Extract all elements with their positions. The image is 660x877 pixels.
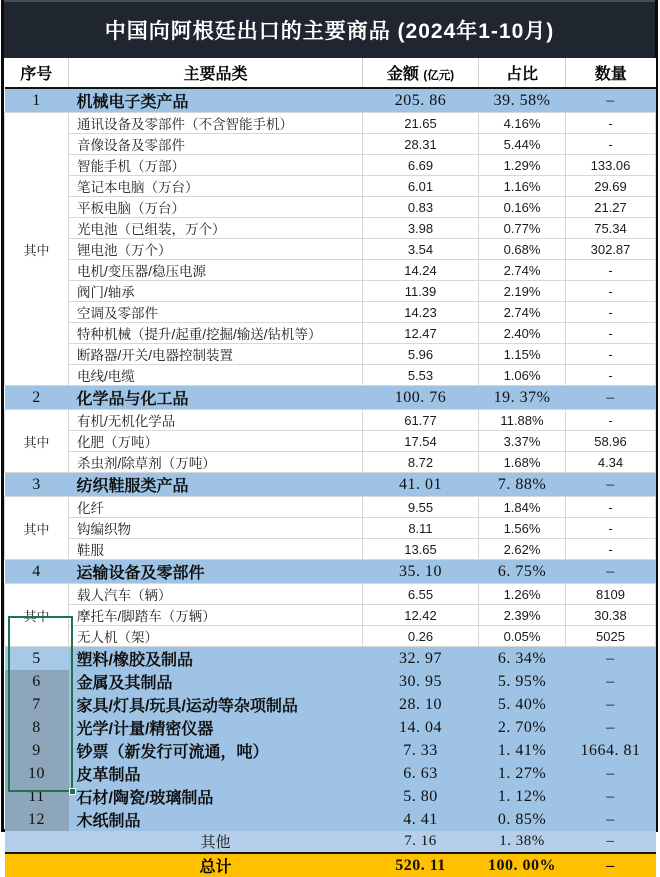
share-cell[interactable]: 0.16% [479,197,566,218]
table-row [5,670,656,693]
seq-cell[interactable]: 10 [5,762,69,785]
category-cell[interactable]: 智能手机（万部） [69,155,363,176]
qty-cell[interactable]: 302.87 [566,239,656,260]
amount-cell[interactable]: 0.83 [363,197,479,218]
qty-cell[interactable]: 75.34 [566,218,656,239]
category-cell[interactable]: 有机/无机化学品 [69,410,363,431]
amount-cell[interactable]: 21.65 [363,113,479,134]
amount-cell[interactable]: 4. 41 [363,808,479,831]
table-row [5,739,656,762]
qty-cell[interactable]: - [566,344,656,365]
table-row [5,452,656,473]
seq-cell[interactable]: 1 [5,88,69,113]
amount-cell[interactable]: 8.72 [363,452,479,473]
seq-cell[interactable]: 3 [5,473,69,497]
share-cell[interactable]: 2.74% [479,302,566,323]
qty-cell[interactable]: 5025 [566,626,656,647]
qty-cell[interactable]: - [566,539,656,560]
amount-cell[interactable]: 205. 86 [363,88,479,113]
amount-cell[interactable]: 30. 95 [363,670,479,693]
qizhong-merged-cell[interactable]: 其中 [5,410,69,473]
category-cell[interactable]: 木纸制品 [69,808,363,831]
category-cell[interactable]: 载人汽车（辆） [69,584,363,605]
table-row [5,134,656,155]
share-cell[interactable]: 2.74% [479,260,566,281]
selection-fill-handle[interactable] [69,788,76,795]
seq-cell[interactable] [5,853,69,877]
qty-cell[interactable]: – [566,853,656,877]
qty-cell[interactable]: 30.38 [566,605,656,626]
category-cell[interactable]: 光电池（已组装，万个） [69,218,363,239]
amount-cell[interactable]: 520. 11 [363,853,479,877]
qty-cell[interactable]: – [566,560,656,584]
share-cell[interactable]: 6. 34% [479,647,566,671]
category-cell[interactable]: 锂电池（万个） [69,239,363,260]
category-cell[interactable]: 电线/电缆 [69,365,363,386]
share-cell[interactable]: 1.56% [479,518,566,539]
table-row [5,344,656,365]
share-cell[interactable]: 0.77% [479,218,566,239]
qty-cell[interactable]: 21.27 [566,197,656,218]
seq-cell[interactable] [5,831,69,853]
table-row [5,497,656,518]
amount-cell[interactable]: 12.42 [363,605,479,626]
category-cell[interactable]: 空调及零部件 [69,302,363,323]
category-cell[interactable]: 杀虫剂/除草剂（万吨） [69,452,363,473]
table-row [5,473,656,497]
share-cell[interactable]: 7. 88% [479,473,566,497]
qty-cell[interactable]: - [566,323,656,344]
table-row [5,323,656,344]
qty-cell[interactable]: - [566,281,656,302]
share-cell[interactable]: 5. 40% [479,693,566,716]
category-cell[interactable]: 无人机（架） [69,626,363,647]
share-cell[interactable]: 5.44% [479,134,566,155]
share-cell[interactable]: 1. 12% [479,785,566,808]
amount-cell[interactable]: 6. 63 [363,762,479,785]
share-cell[interactable]: 2.19% [479,281,566,302]
table-row [5,365,656,386]
amount-cell[interactable]: 41. 01 [363,473,479,497]
amount-cell[interactable]: 6.01 [363,176,479,197]
table-row [5,431,656,452]
qty-cell[interactable]: – [566,785,656,808]
amount-cell[interactable]: 12.47 [363,323,479,344]
table-row [5,831,656,853]
category-cell[interactable]: 鞋服 [69,539,363,560]
category-cell[interactable]: 光学/计量/精密仪器 [69,716,363,739]
col-header-category[interactable]: 主要品类 [69,58,363,88]
amount-cell[interactable]: 7. 16 [363,831,479,853]
amount-cell[interactable]: 3.98 [363,218,479,239]
share-cell[interactable]: 1.29% [479,155,566,176]
amount-cell[interactable]: 13.65 [363,539,479,560]
table-row [5,302,656,323]
share-cell[interactable]: 2.40% [479,323,566,344]
category-cell[interactable]: 金属及其制品 [69,670,363,693]
amount-cell[interactable]: 11.39 [363,281,479,302]
category-cell[interactable]: 化学品与化工品 [69,386,363,410]
amount-cell[interactable]: 7. 33 [363,739,479,762]
amount-cell[interactable]: 6.55 [363,584,479,605]
category-cell[interactable]: 纺织鞋服类产品 [69,473,363,497]
table-row [5,785,656,808]
category-cell[interactable]: 钩编织物 [69,518,363,539]
category-cell[interactable]: 钞票（新发行可流通，吨） [69,739,363,762]
table-row [5,647,656,671]
share-cell[interactable]: 1.26% [479,584,566,605]
amount-cell[interactable]: 9.55 [363,497,479,518]
category-cell[interactable]: 石材/陶瓷/玻璃制品 [69,785,363,808]
table-row [5,808,656,831]
share-cell[interactable]: 0.05% [479,626,566,647]
col-header-seq[interactable]: 序号 [5,58,69,88]
qty-cell[interactable]: - [566,302,656,323]
share-cell[interactable]: 1.68% [479,452,566,473]
table-row [5,176,656,197]
qty-cell[interactable]: – [566,670,656,693]
category-cell[interactable]: 化肥（万吨） [69,431,363,452]
qty-cell[interactable]: 133.06 [566,155,656,176]
amount-cell[interactable]: 14. 04 [363,716,479,739]
share-cell[interactable]: 5. 95% [479,670,566,693]
export-table [4,58,656,877]
amount-cell[interactable]: 5. 80 [363,785,479,808]
category-cell[interactable]: 通讯设备及零部件（不含智能手机） [69,113,363,134]
share-cell[interactable]: 0. 85% [479,808,566,831]
share-cell[interactable]: 19. 37% [479,386,566,410]
table-row [5,218,656,239]
table-row [5,539,656,560]
share-cell[interactable]: 1.16% [479,176,566,197]
amount-cell[interactable]: 14.24 [363,260,479,281]
qty-cell[interactable]: - [566,518,656,539]
share-cell[interactable]: 11.88% [479,410,566,431]
share-cell[interactable]: 39. 58% [479,88,566,113]
table-row [5,239,656,260]
table-row [5,281,656,302]
share-cell[interactable]: 1. 38% [479,831,566,853]
amount-cell[interactable]: 28.31 [363,134,479,155]
category-cell[interactable]: 阀门/轴承 [69,281,363,302]
amount-cell[interactable]: 35. 10 [363,560,479,584]
qty-cell[interactable]: 8109 [566,584,656,605]
table-row [5,260,656,281]
table-row [5,853,656,877]
amount-cell[interactable]: 28. 10 [363,693,479,716]
seq-cell[interactable]: 8 [5,716,69,739]
seq-cell[interactable]: 9 [5,739,69,762]
amount-cell[interactable]: 5.96 [363,344,479,365]
seq-cell[interactable]: 11 [5,785,69,808]
amount-cell[interactable]: 14.23 [363,302,479,323]
share-cell[interactable]: 6. 75% [479,560,566,584]
qty-cell[interactable]: – [566,88,656,113]
seq-cell[interactable]: 7 [5,693,69,716]
col-header-share[interactable]: 占比 [479,58,566,88]
amount-cell[interactable]: 61.77 [363,410,479,431]
table-row [5,518,656,539]
qizhong-merged-cell[interactable]: 其中 [5,497,69,560]
table-title[interactable]: 中国向阿根廷出口的主要商品 (2024年1-10月) [4,0,655,58]
amount-cell[interactable]: 17.54 [363,431,479,452]
col-header-qty[interactable]: 数量 [566,58,656,88]
qty-cell[interactable]: 29.69 [566,176,656,197]
qizhong-merged-cell[interactable]: 其中 [5,113,69,386]
qty-cell[interactable]: – [566,808,656,831]
share-cell[interactable]: 2.62% [479,539,566,560]
qty-cell[interactable]: - [566,260,656,281]
table-row [5,560,656,584]
seq-cell[interactable]: 5 [5,647,69,671]
amount-cell[interactable]: 8.11 [363,518,479,539]
table-row [5,386,656,410]
share-cell[interactable]: 2. 70% [479,716,566,739]
amount-label: 金额 [386,66,419,83]
share-cell[interactable]: 2.39% [479,605,566,626]
table-row [5,716,656,739]
qty-cell[interactable]: 1664. 81 [566,739,656,762]
share-cell[interactable]: 0.68% [479,239,566,260]
category-cell[interactable]: 特种机械（提升/起重/挖掘/输送/钻机等） [69,323,363,344]
category-cell[interactable]: 笔记本电脑（万台） [69,176,363,197]
qty-cell[interactable]: - [566,134,656,155]
category-cell[interactable]: 皮革制品 [69,762,363,785]
share-cell[interactable]: 1.84% [479,497,566,518]
table-row [5,605,656,626]
category-cell[interactable]: 音像设备及零部件 [69,134,363,155]
amount-cell[interactable]: 32. 97 [363,647,479,671]
share-cell[interactable]: 1.15% [479,344,566,365]
qty-cell[interactable]: - [566,365,656,386]
category-cell[interactable]: 电机/变压器/稳压电源 [69,260,363,281]
category-cell[interactable]: 平板电脑（万台） [69,197,363,218]
qty-cell[interactable]: – [566,473,656,497]
qty-cell[interactable]: - [566,113,656,134]
qizhong-merged-cell[interactable]: 其中 [5,584,69,647]
table-row [5,693,656,716]
qty-cell[interactable]: – [566,716,656,739]
table-row [5,197,656,218]
col-header-amount[interactable] [363,58,479,88]
seq-cell[interactable]: 12 [5,808,69,831]
seq-cell[interactable]: 2 [5,386,69,410]
table-row [5,762,656,785]
amount-cell[interactable]: 0.26 [363,626,479,647]
seq-cell[interactable]: 4 [5,560,69,584]
category-cell[interactable]: 机械电子类产品 [69,88,363,113]
qty-cell[interactable]: 4.34 [566,452,656,473]
category-cell[interactable]: 家具/灯具/玩具/运动等杂项制品 [69,693,363,716]
qty-cell[interactable]: – [566,762,656,785]
category-cell[interactable]: 断路器/开关/电器控制装置 [69,344,363,365]
table-row [5,88,656,113]
share-cell[interactable]: 1.06% [479,365,566,386]
table-row [5,584,656,605]
category-cell[interactable]: 运输设备及零部件 [69,560,363,584]
amount-cell[interactable]: 5.53 [363,365,479,386]
table-row [5,113,656,134]
amount-cell[interactable]: 100. 76 [363,386,479,410]
qty-cell[interactable]: – [566,386,656,410]
category-cell[interactable]: 总计 [69,853,363,877]
category-cell[interactable]: 化纤 [69,497,363,518]
category-cell[interactable]: 塑料/橡胶及制品 [69,647,363,671]
share-cell[interactable]: 3.37% [479,431,566,452]
category-cell[interactable]: 其他 [69,831,363,853]
amount-unit-label: (亿元) [423,70,455,82]
share-cell[interactable]: 4.16% [479,113,566,134]
table-row [5,626,656,647]
qty-cell[interactable]: – [566,693,656,716]
share-cell[interactable]: 1. 27% [479,762,566,785]
table-row [5,410,656,431]
table-row [5,155,656,176]
qty-cell[interactable]: - [566,497,656,518]
qty-cell[interactable]: – [566,831,656,853]
amount-cell[interactable]: 6.69 [363,155,479,176]
qty-cell[interactable]: 58.96 [566,431,656,452]
amount-cell[interactable]: 3.54 [363,239,479,260]
seq-cell[interactable]: 6 [5,670,69,693]
table-sheet [1,0,658,876]
qty-cell[interactable]: - [566,410,656,431]
qty-cell[interactable]: – [566,647,656,671]
header-row [5,58,656,88]
share-cell[interactable]: 1. 41% [479,739,566,762]
category-cell[interactable]: 摩托车/脚踏车（万辆） [69,605,363,626]
share-cell[interactable]: 100. 00% [479,853,566,877]
